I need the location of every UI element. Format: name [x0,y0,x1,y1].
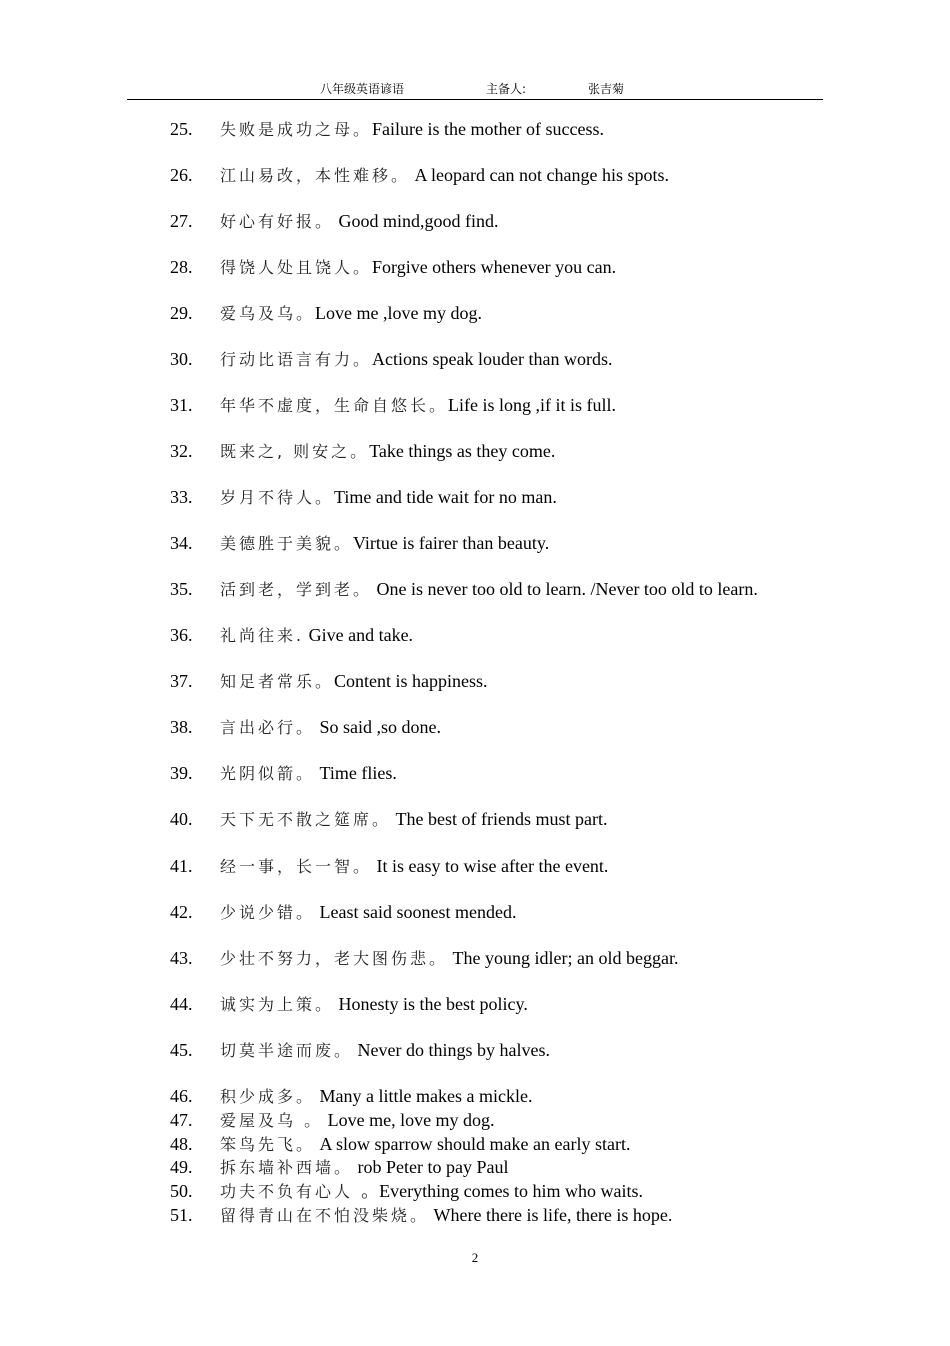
proverb-chinese: 美德胜于美貌。 [220,534,354,553]
proverb-item [170,669,488,693]
proverb-number: 25. [170,119,193,139]
proverb-english: Time and tide wait for no man. [334,487,557,507]
proverb-item [170,1203,672,1227]
proverb-item [170,900,516,924]
proverb-chinese: 言出必行。 [220,718,316,737]
proverb-item [170,485,557,509]
proverb-number: 31. [170,395,193,415]
proverb-number: 42. [170,902,193,922]
proverb-chinese: 天下无不散之筵席。 [220,810,392,829]
proverb-number: 51. [170,1205,193,1225]
proverb-number: 37. [170,671,193,691]
proverb-english: So said ,so done. [315,717,442,737]
proverb-item [170,623,413,647]
proverb-english: Forgive others whenever you can. [372,257,617,277]
page-header [127,79,823,100]
proverb-chinese: 经一事，长一智。 [220,857,373,876]
header-preparer-label: 主备人: [486,82,527,96]
proverb-chinese: 知足者常乐。 [220,672,335,691]
proverb-english: Virtue is fairer than beauty. [353,533,550,553]
proverb-number: 35. [170,579,193,599]
proverb-number: 40. [170,809,193,829]
proverb-item [170,946,678,970]
proverb-number: 33. [170,487,193,507]
proverb-chinese: 好心有好报。 [220,212,335,231]
proverb-item [170,209,499,233]
proverb-number: 28. [170,257,193,277]
proverb-chinese: 爱屋及乌 。 [220,1111,324,1130]
proverb-english: Actions speak louder than words. [372,349,613,369]
proverb-english: Least said soonest mended. [315,902,517,922]
proverb-number: 34. [170,533,193,553]
proverb-english: Content is happiness. [334,671,488,691]
proverb-chinese: 拆东墙补西墙。 [220,1158,354,1177]
proverb-item [170,1084,532,1108]
proverb-chinese: 既来之, 则安之。 [220,442,370,461]
proverb-number: 48. [170,1134,193,1154]
proverb-number: 39. [170,763,193,783]
proverb-english: Time flies. [315,763,397,783]
proverb-item [170,854,608,878]
proverb-item [170,439,555,463]
proverb-item [170,393,616,417]
proverb-chinese: 光阴似箭。 [220,764,316,783]
proverb-english: Never do things by halves. [353,1040,550,1060]
proverb-chinese: 江山易改，本性难移。 [220,166,411,185]
proverb-english: One is never too old to learn. /Never too old to learn. [372,579,758,599]
proverb-chinese: 切莫半途而废。 [220,1041,354,1060]
proverb-number: 44. [170,994,193,1014]
proverb-number: 29. [170,303,193,323]
proverb-english: A slow sparrow should make an early start. [315,1134,631,1154]
proverb-number: 49. [170,1157,193,1177]
proverb-item [170,715,441,739]
proverb-item [170,1108,495,1132]
proverb-chinese: 笨鸟先飞。 [220,1135,316,1154]
proverb-item [170,301,482,325]
proverb-number: 46. [170,1086,193,1106]
header-preparer-name: 张吉菊 [588,82,625,96]
proverb-item [170,531,549,555]
proverb-english: Give and take. [304,625,414,645]
proverb-english: Love me ,love my dog. [315,303,482,323]
proverb-english: Honesty is the best policy. [334,994,528,1014]
proverb-item [170,1179,643,1203]
proverb-number: 36. [170,625,193,645]
proverb-number: 27. [170,211,193,231]
proverb-chinese: 年华不虚度，生命自悠长。 [220,396,449,415]
proverb-item [170,761,397,785]
proverb-item [170,1038,550,1062]
proverb-chinese: 行动比语言有力。 [220,350,373,369]
proverb-item [170,577,758,601]
proverb-chinese: 得饶人处且饶人。 [220,258,373,277]
proverb-english: Life is long ,if it is full. [448,395,617,415]
proverb-item [170,255,616,279]
proverb-number: 50. [170,1181,193,1201]
proverb-item [170,117,604,141]
proverb-item [170,1132,630,1156]
proverb-chinese: 活到老，学到老。 [220,580,373,599]
proverb-chinese: 功夫不负有心人 [220,1182,362,1201]
proverb-english: Good mind,good find. [334,211,499,231]
proverb-english: A leopard can not change his spots. [410,165,669,185]
proverb-chinese: 积少成多。 [220,1087,316,1106]
proverb-english: 。Everything comes to him who waits. [361,1181,644,1201]
proverb-item [170,347,612,371]
proverb-number: 43. [170,948,193,968]
proverb-english: Where there is life, there is hope. [429,1205,673,1225]
proverb-item [170,807,607,831]
proverb-number: 41. [170,856,193,876]
proverb-chinese: 爱乌及乌。 [220,304,316,323]
proverb-number: 32. [170,441,193,461]
proverb-number: 47. [170,1110,193,1130]
proverb-number: 30. [170,349,193,369]
proverb-chinese: 岁月不待人。 [220,488,335,507]
proverb-english: The best of friends must part. [391,809,608,829]
proverb-chinese: 诚实为上策。 [220,995,335,1014]
page-number: 2 [471,1250,479,1265]
proverb-number: 45. [170,1040,193,1060]
proverb-english: Many a little makes a mickle. [315,1086,533,1106]
proverb-english: Take things as they come. [369,441,556,461]
proverb-item [170,163,669,187]
proverb-chinese: 失败是成功之母。 [220,120,373,139]
header-title: 八年级英语谚语 [320,82,405,96]
proverb-english: It is easy to wise after the event. [372,856,609,876]
proverb-chinese: 留得青山在不怕没柴烧。 [220,1206,430,1225]
proverb-english: The young idler; an old beggar. [448,948,679,968]
proverb-english: rob Peter to pay Paul [353,1157,509,1177]
proverb-chinese: 少壮不努力，老大图伤悲。 [220,949,449,968]
proverb-number: 38. [170,717,193,737]
proverb-chinese: 少说少错。 [220,903,316,922]
proverb-item [170,992,528,1016]
proverb-chinese: 礼尚往来. [220,626,305,645]
proverb-number: 26. [170,165,193,185]
proverb-english: Love me, love my dog. [323,1110,495,1130]
proverb-english: Failure is the mother of success. [372,119,604,139]
proverb-item [170,1155,509,1179]
